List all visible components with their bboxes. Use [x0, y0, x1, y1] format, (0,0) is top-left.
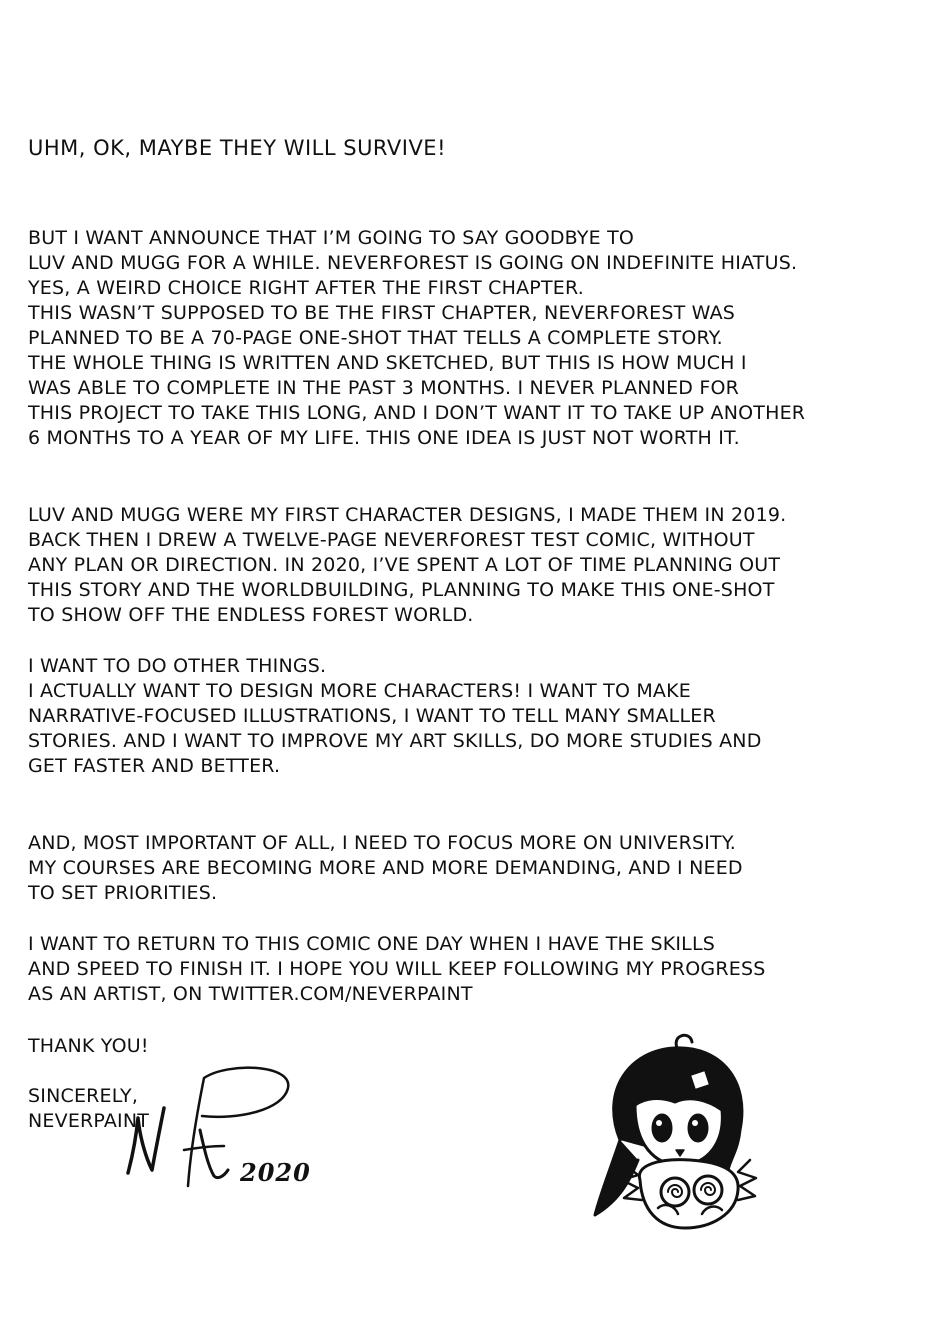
paragraph-4-line-3: TO SET PRIORITIES.	[28, 882, 218, 904]
paragraph-1-line-8: THIS PROJECT TO TAKE THIS LONG, AND I DON’T WANT IT TO TAKE UP ANOTHER	[28, 402, 806, 424]
paragraph-1-line-3: YES, A WEIRD CHOICE RIGHT AFTER THE FIRST CHAPTER.	[28, 277, 584, 299]
paragraph-2-line-1: LUV AND MUGG WERE MY FIRST CHARACTER DESIGNS, I MADE THEM IN 2019.	[28, 504, 787, 526]
paragraph-3-line-5: GET FASTER AND BETTER.	[28, 755, 281, 777]
paragraph-1-line-6: THE WHOLE THING IS WRITTEN AND SKETCHED, BUT THIS IS HOW MUCH I	[28, 352, 747, 374]
paragraph-1-line-4: THIS WASN’T SUPPOSED TO BE THE FIRST CHAPTER, NEVERFOREST WAS	[28, 302, 736, 324]
chibi-girl-owl-icon	[580, 1030, 780, 1230]
paragraph-1-line-9: 6 MONTHS TO A YEAR OF MY LIFE. THIS ONE IDEA IS JUST NOT WORTH IT.	[28, 427, 740, 449]
paragraph-2-line-2: BACK THEN I DREW A TWELVE-PAGE NEVERFOREST TEST COMIC, WITHOUT	[28, 529, 755, 551]
paragraph-3-line-2: I ACTUALLY WANT TO DESIGN MORE CHARACTERS! I WANT TO MAKE	[28, 680, 691, 702]
closing-name: NEVERPAINT	[28, 1110, 150, 1132]
paragraph-5-line-3: AS AN ARTIST, ON TWITTER.COM/NEVERPAINT	[28, 983, 473, 1005]
signature-year: 2020	[240, 1158, 311, 1187]
thank-you-text: THANK YOU!	[28, 1035, 149, 1057]
paragraph-1-line-7: WAS ABLE TO COMPLETE IN THE PAST 3 MONTHS. I NEVER PLANNED FOR	[28, 377, 740, 399]
paragraph-3-line-3: NARRATIVE-FOCUSED ILLUSTRATIONS, I WANT TO TELL MANY SMALLER	[28, 705, 716, 727]
letter-heading: UHM, OK, MAYBE THEY WILL SURVIVE!	[28, 136, 446, 160]
paragraph-3-line-1: I WANT TO DO OTHER THINGS.	[28, 655, 327, 677]
paragraph-5-line-1: I WANT TO RETURN TO THIS COMIC ONE DAY WHEN I HAVE THE SKILLS	[28, 933, 715, 955]
paragraph-1-line-1: BUT I WANT ANNOUNCE THAT I’M GOING TO SAY GOODBYE TO	[28, 227, 635, 249]
paragraph-4-line-1: AND, MOST IMPORTANT OF ALL, I NEED TO FOCUS MORE ON UNIVERSITY.	[28, 832, 737, 854]
paragraph-2-line-4: THIS STORY AND THE WORLDBUILDING, PLANNING TO MAKE THIS ONE-SHOT	[28, 579, 775, 601]
paragraph-1-line-2: LUV AND MUGG FOR A WHILE. NEVERFOREST IS GOING ON INDEFINITE HIATUS.	[28, 252, 798, 274]
paragraph-4-line-2: MY COURSES ARE BECOMING MORE AND MORE DEMANDING, AND I NEED	[28, 857, 743, 879]
paragraph-3-line-4: STORIES. AND I WANT TO IMPROVE MY ART SKILLS, DO MORE STUDIES AND	[28, 730, 762, 752]
paragraph-2-line-3: ANY PLAN OR DIRECTION. IN 2020, I’VE SPENT A LOT OF TIME PLANNING OUT	[28, 554, 781, 576]
paragraph-2-line-5: TO SHOW OFF THE ENDLESS FOREST WORLD.	[28, 604, 474, 626]
paragraph-5-line-2: AND SPEED TO FINISH IT. I HOPE YOU WILL KEEP FOLLOWING MY PROGRESS	[28, 958, 766, 980]
closing-sincerely: SINCERELY,	[28, 1085, 139, 1107]
paragraph-1-line-5: PLANNED TO BE A 70-PAGE ONE-SHOT THAT TELLS A COMPLETE STORY.	[28, 327, 723, 349]
